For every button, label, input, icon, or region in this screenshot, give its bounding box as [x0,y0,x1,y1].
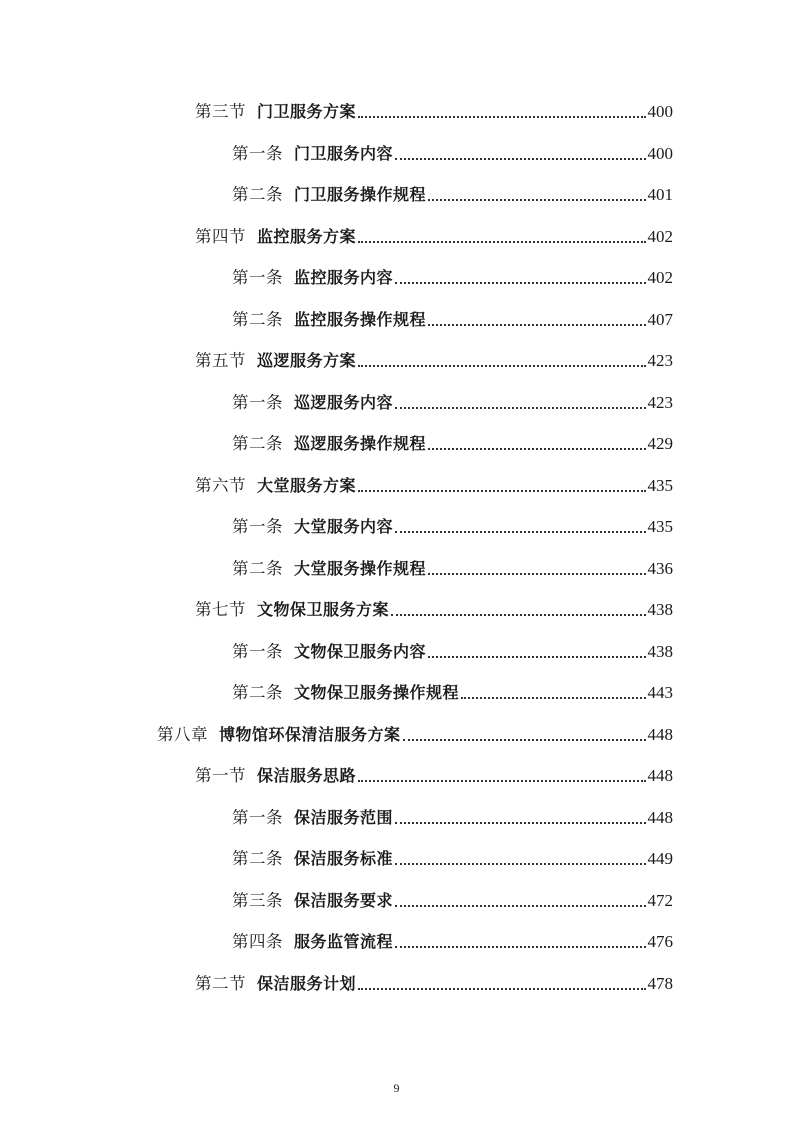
toc-entry[interactable] [232,679,673,703]
toc-entry[interactable] [195,98,673,122]
toc-title: 保洁服务范围 [294,808,394,827]
toc-page-number: 423 [647,393,673,412]
toc-entry[interactable] [195,472,673,496]
toc-entry[interactable] [232,140,673,164]
toc-title: 巡逻服务方案 [257,351,357,370]
toc-title: 保洁服务标准 [294,849,394,868]
toc-entry[interactable] [195,970,673,994]
toc-title: 监控服务操作规程 [294,310,427,329]
toc-label: 第二条 [232,559,283,578]
dot-leader [395,822,645,824]
dot-leader [391,614,645,616]
toc-page-number: 448 [647,725,673,744]
toc-title: 保洁服务思路 [257,766,357,785]
toc-label: 第一条 [232,268,283,287]
toc-entry[interactable] [232,804,673,828]
toc-page-number: 436 [647,559,673,578]
toc-title: 文物保卫服务操作规程 [294,683,460,702]
toc-title: 门卫服务操作规程 [294,185,427,204]
dot-leader [395,863,645,865]
toc-page-number: 400 [647,102,673,121]
toc-title: 大堂服务方案 [257,476,357,495]
dot-leader [358,365,645,367]
dot-leader [358,988,645,990]
toc-entry[interactable] [232,430,673,454]
dot-leader [395,407,645,409]
toc-label: 第三节 [195,102,246,121]
toc-title: 监控服务内容 [294,268,394,287]
toc-label: 第一条 [232,144,283,163]
toc-entry[interactable] [232,264,673,288]
page-number-footer: 9 [393,1081,400,1095]
toc-label: 第二条 [232,185,283,204]
dot-leader [395,905,645,907]
toc-entry[interactable] [195,347,673,371]
dot-leader [428,656,645,658]
toc-label: 第二节 [195,974,246,993]
dot-leader [428,199,645,201]
toc-title: 门卫服务方案 [257,102,357,121]
toc-label: 第二条 [232,849,283,868]
toc-label: 第四条 [232,932,283,951]
toc-entry[interactable] [232,513,673,537]
dot-leader [428,573,645,575]
toc-label: 第一条 [232,808,283,827]
dot-leader [403,739,646,741]
dot-leader [358,780,645,782]
toc-label: 第二条 [232,310,283,329]
toc-label: 第一节 [195,766,246,785]
toc-entry[interactable] [232,638,673,662]
toc-page-number: 407 [647,310,673,329]
toc-entry[interactable] [157,721,673,745]
toc-title: 门卫服务内容 [294,144,394,163]
dot-leader [358,490,645,492]
toc-page-number: 400 [647,144,673,163]
toc-title: 服务监管流程 [294,932,394,951]
toc-label: 第二条 [232,434,283,453]
toc-page-number: 402 [647,227,673,246]
toc-entry[interactable] [195,762,673,786]
toc-title: 巡逻服务内容 [294,393,394,412]
toc-page-number: 435 [647,517,673,536]
toc-entry[interactable] [232,555,673,579]
toc-label: 第五节 [195,351,246,370]
toc-page-number: 478 [647,974,673,993]
toc-label: 第四节 [195,227,246,246]
toc-entry[interactable] [232,928,673,952]
toc-entry[interactable] [232,887,673,911]
toc-label: 第一条 [232,393,283,412]
toc-page-number: 449 [647,849,673,868]
dot-leader [395,531,645,533]
toc-page-number: 401 [647,185,673,204]
toc-entry[interactable] [232,306,673,330]
toc-label: 第三条 [232,891,283,910]
toc-page-number: 423 [647,351,673,370]
toc-page-number: 448 [647,808,673,827]
toc-title: 监控服务方案 [257,227,357,246]
toc-page-number: 429 [647,434,673,453]
dot-leader [428,448,645,450]
toc-title: 保洁服务要求 [294,891,394,910]
toc-page-number: 448 [647,766,673,785]
toc-entry[interactable] [195,596,673,620]
toc-page-number: 472 [647,891,673,910]
dot-leader [395,282,645,284]
dot-leader [395,946,645,948]
toc-title: 文物保卫服务方案 [257,600,390,619]
toc-label: 第一条 [232,517,283,536]
toc-label: 第二条 [232,683,283,702]
toc-page-number: 435 [647,476,673,495]
toc-entry[interactable] [232,845,673,869]
toc-entry[interactable] [195,223,673,247]
toc-page-number: 438 [647,600,673,619]
dot-leader [358,241,645,243]
toc-entry[interactable] [232,181,673,205]
toc-page-number: 476 [647,932,673,951]
dot-leader [358,116,645,118]
toc-title: 博物馆环保清洁服务方案 [219,725,401,744]
toc-label: 第一条 [232,642,283,661]
toc-label: 第七节 [195,600,246,619]
dot-leader [461,697,645,699]
toc-label: 第六节 [195,476,246,495]
toc-entry[interactable] [232,389,673,413]
dot-leader [395,158,645,160]
toc-title: 大堂服务操作规程 [294,559,427,578]
toc-title: 巡逻服务操作规程 [294,434,427,453]
toc-page-number: 402 [647,268,673,287]
toc-title: 大堂服务内容 [294,517,394,536]
toc-page-number: 443 [647,683,673,702]
toc-label: 第八章 [157,725,208,744]
toc-title: 保洁服务计划 [257,974,357,993]
toc-title: 文物保卫服务内容 [294,642,427,661]
dot-leader [428,324,645,326]
toc-page-number: 438 [647,642,673,661]
